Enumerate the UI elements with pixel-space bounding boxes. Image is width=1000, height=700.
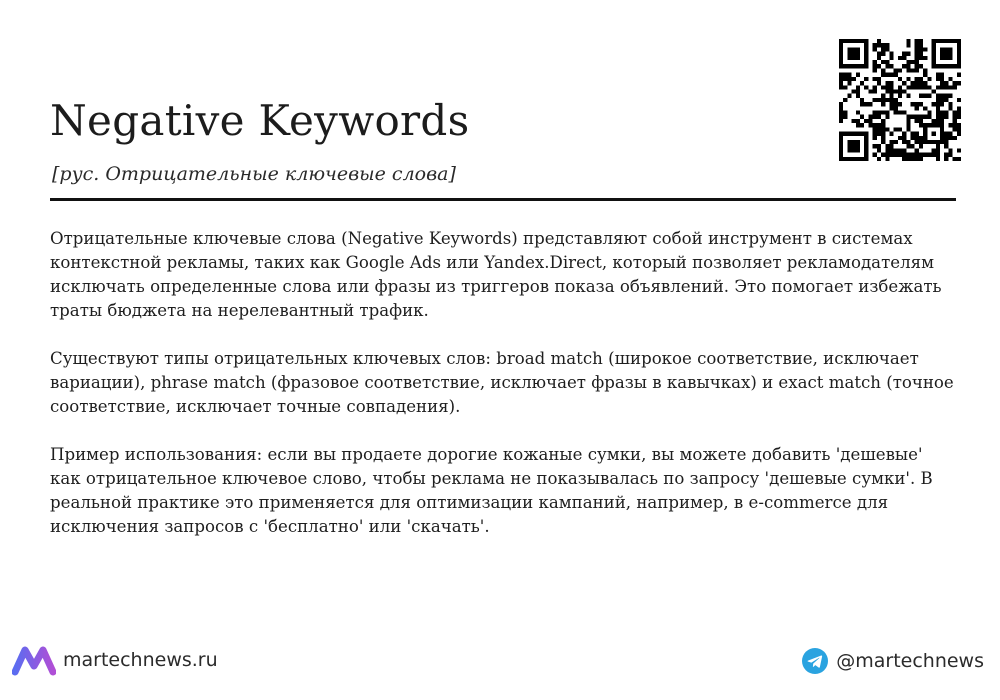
paragraph-example: Пример использования: если вы продаете дорогие кожаные сумки, вы можете добавить 'дешевые' как отрицательное ключевое слово, чтобы реклама не показывалась по запросу 'дешевые сумки'. В реальной практике это применяется для оптимизации кампаний, например, в e-commerce для исключения запросов с 'бесплатно' или 'скачать'. [50, 445, 933, 536]
paragraph-types: Существуют типы отрицательных ключевых слов: broad match (широкое соответствие, исключает вариации), phrase match (фразовое соответствие, исключает фразы в кавычках) и exact match (точное соответствие, исключает точные совпадения). [50, 349, 954, 416]
telegram-icon [802, 648, 828, 674]
site-name: martechnews.ru [63, 649, 218, 671]
paragraph-definition: Отрицательные ключевые слова (Negative Keywords) представляют собой инструмент в системах контекстной рекламы, таких как Google Ads или Yandex.Direct, который позволяет рекламодателям исключать определенные слова или фразы из триггеров показа объявлений. Это помогает избежать траты бюджета на нерелевантный трафик. [50, 229, 942, 320]
telegram-link[interactable] [802, 646, 984, 676]
page-subtitle: [рус. Отрицательные ключевые слова] [52, 163, 456, 185]
site-link[interactable] [12, 644, 218, 676]
page-title: Negative Keywords [50, 96, 470, 145]
qr-code-icon [839, 39, 961, 161]
article-body [50, 227, 955, 563]
martechnews-logo-icon [12, 644, 56, 676]
header-divider [50, 198, 956, 201]
telegram-handle: @martechnews [836, 650, 984, 672]
